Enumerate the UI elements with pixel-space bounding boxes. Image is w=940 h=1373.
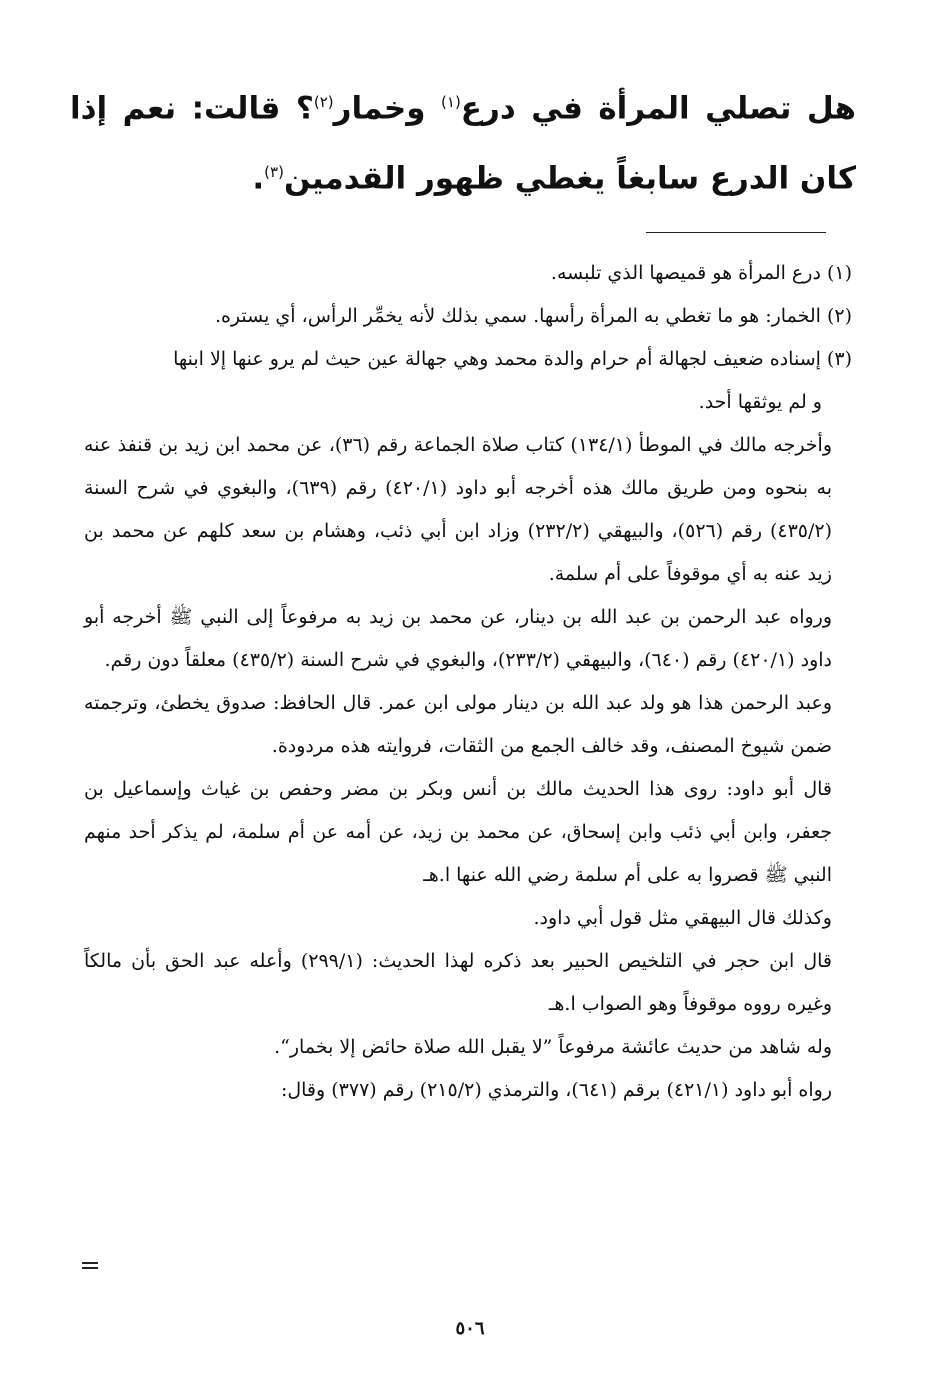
heading-text-1: هل تصلي المرأة في درع bbox=[460, 90, 856, 127]
heading-text-4: . bbox=[252, 160, 265, 197]
footnote-2: (٢) الخمار: هو ما تغطي به المرأة رأسها. سمي بذلك لأنه يخمِّر الرأس، أي يستره. bbox=[214, 305, 852, 327]
heading-text-2: وخمار bbox=[333, 90, 442, 127]
commentary-paragraph: وكذلك قال البيهقي مثل قول أبي داود. bbox=[533, 907, 832, 929]
footnote-ref-2[interactable]: (٢) bbox=[313, 93, 334, 111]
continuation-mark-lower bbox=[82, 1267, 98, 1269]
commentary-paragraph: قال أبو داود: روى هذا الحديث مالك بن أنس وبكر بن مضر وحفص بن غياث وإسماعيل بن جعفر، وابن أبي ذئب وابن إسحاق، عن محمد بن زيد، عن أمه عن أم سلمة، لم يذكر أحد منهم النبي ﷺ قصروا به على أم سلمة رضي الله عنها ا.هـ bbox=[84, 778, 832, 886]
commentary-paragraph: وأخرجه مالك في الموطأ (١٣٤/١) كتاب صلاة الجماعة رقم (٣٦)، عن محمد ابن زيد بن قنفذ عنه به بنحوه ومن طريق مالك هذه أخرجه أبو داود (٤٢٠/١) رقم (٦٣٩)، والبغوي في شرح السنة (٤٣٥/٢) رقم (٥٢٦)، والبيهقي (٢٣٢/٢) وزاد ابن أبي ذئب، وهشام بن سعد كلهم عن محمد بن زيد عنه به أي موقوفاً على أم سلمة. bbox=[84, 434, 833, 585]
page-number: ٥٠٦ bbox=[455, 1318, 485, 1339]
continuation-mark bbox=[82, 1262, 98, 1264]
heading-text-3: ؟ قالت: نعم إذا كان الدرع سابغاً يغطي ظهور القدمين bbox=[70, 90, 856, 197]
footnote-1: (١) درع المرأة هو قميصها الذي تلبسه. bbox=[550, 262, 852, 284]
footnote-3-continuation: و لم يوثقها أحد. bbox=[698, 391, 822, 413]
commentary-paragraph: قال ابن حجر في التلخيص الحبير بعد ذكره لهذا الحديث: (٢٩٩/١) وأعله عبد الحق بأن مالكاً وغيره رووه موقوفاً وهو الصواب ا.هـ bbox=[84, 950, 832, 1015]
footnotes-section bbox=[84, 252, 852, 1112]
commentary-paragraph: وله شاهد من حديث عائشة مرفوعاً ”لا يقبل الله صلاة حائض إلا بخمار“. bbox=[274, 1036, 832, 1058]
main-question bbox=[70, 70, 856, 211]
footnote-ref-3[interactable]: (٣) bbox=[264, 163, 284, 182]
commentary-paragraph: ورواه عبد الرحمن بن عبد الله بن دينار، عن محمد بن زيد به مرفوعاً إلى النبي ﷺ أخرجه أبو داود (٤٢٠/١) رقم (٦٤٠)، والبيهقي (٢٣٣/٢)، والبغوي في شرح السنة (٤٣٥/٢) معلقاً دون رقم. bbox=[84, 606, 832, 671]
commentary-paragraph: رواه أبو داود (٤٢١/١) برقم (٦٤١)، والترمذي (٢١٥/٢) رقم (٣٧٧) وقال: bbox=[280, 1079, 832, 1101]
commentary-paragraph: وعبد الرحمن هذا هو ولد عبد الله بن دينار مولى ابن عمر. قال الحافظ: صدوق يخطئ، وترجمته ضمن شيوخ المصنف، وقد خالف الجمع من الثقات، فروايته هذه مردودة. bbox=[84, 692, 832, 757]
footnote-separator bbox=[646, 232, 826, 233]
footnote-3: (٣) إسناده ضعيف لجهالة أم حرام والدة محمد وهي جهالة عين حيث لم يرو عنها إلا ابنها bbox=[173, 348, 852, 370]
footnote-ref-1[interactable]: (١) bbox=[441, 93, 461, 111]
